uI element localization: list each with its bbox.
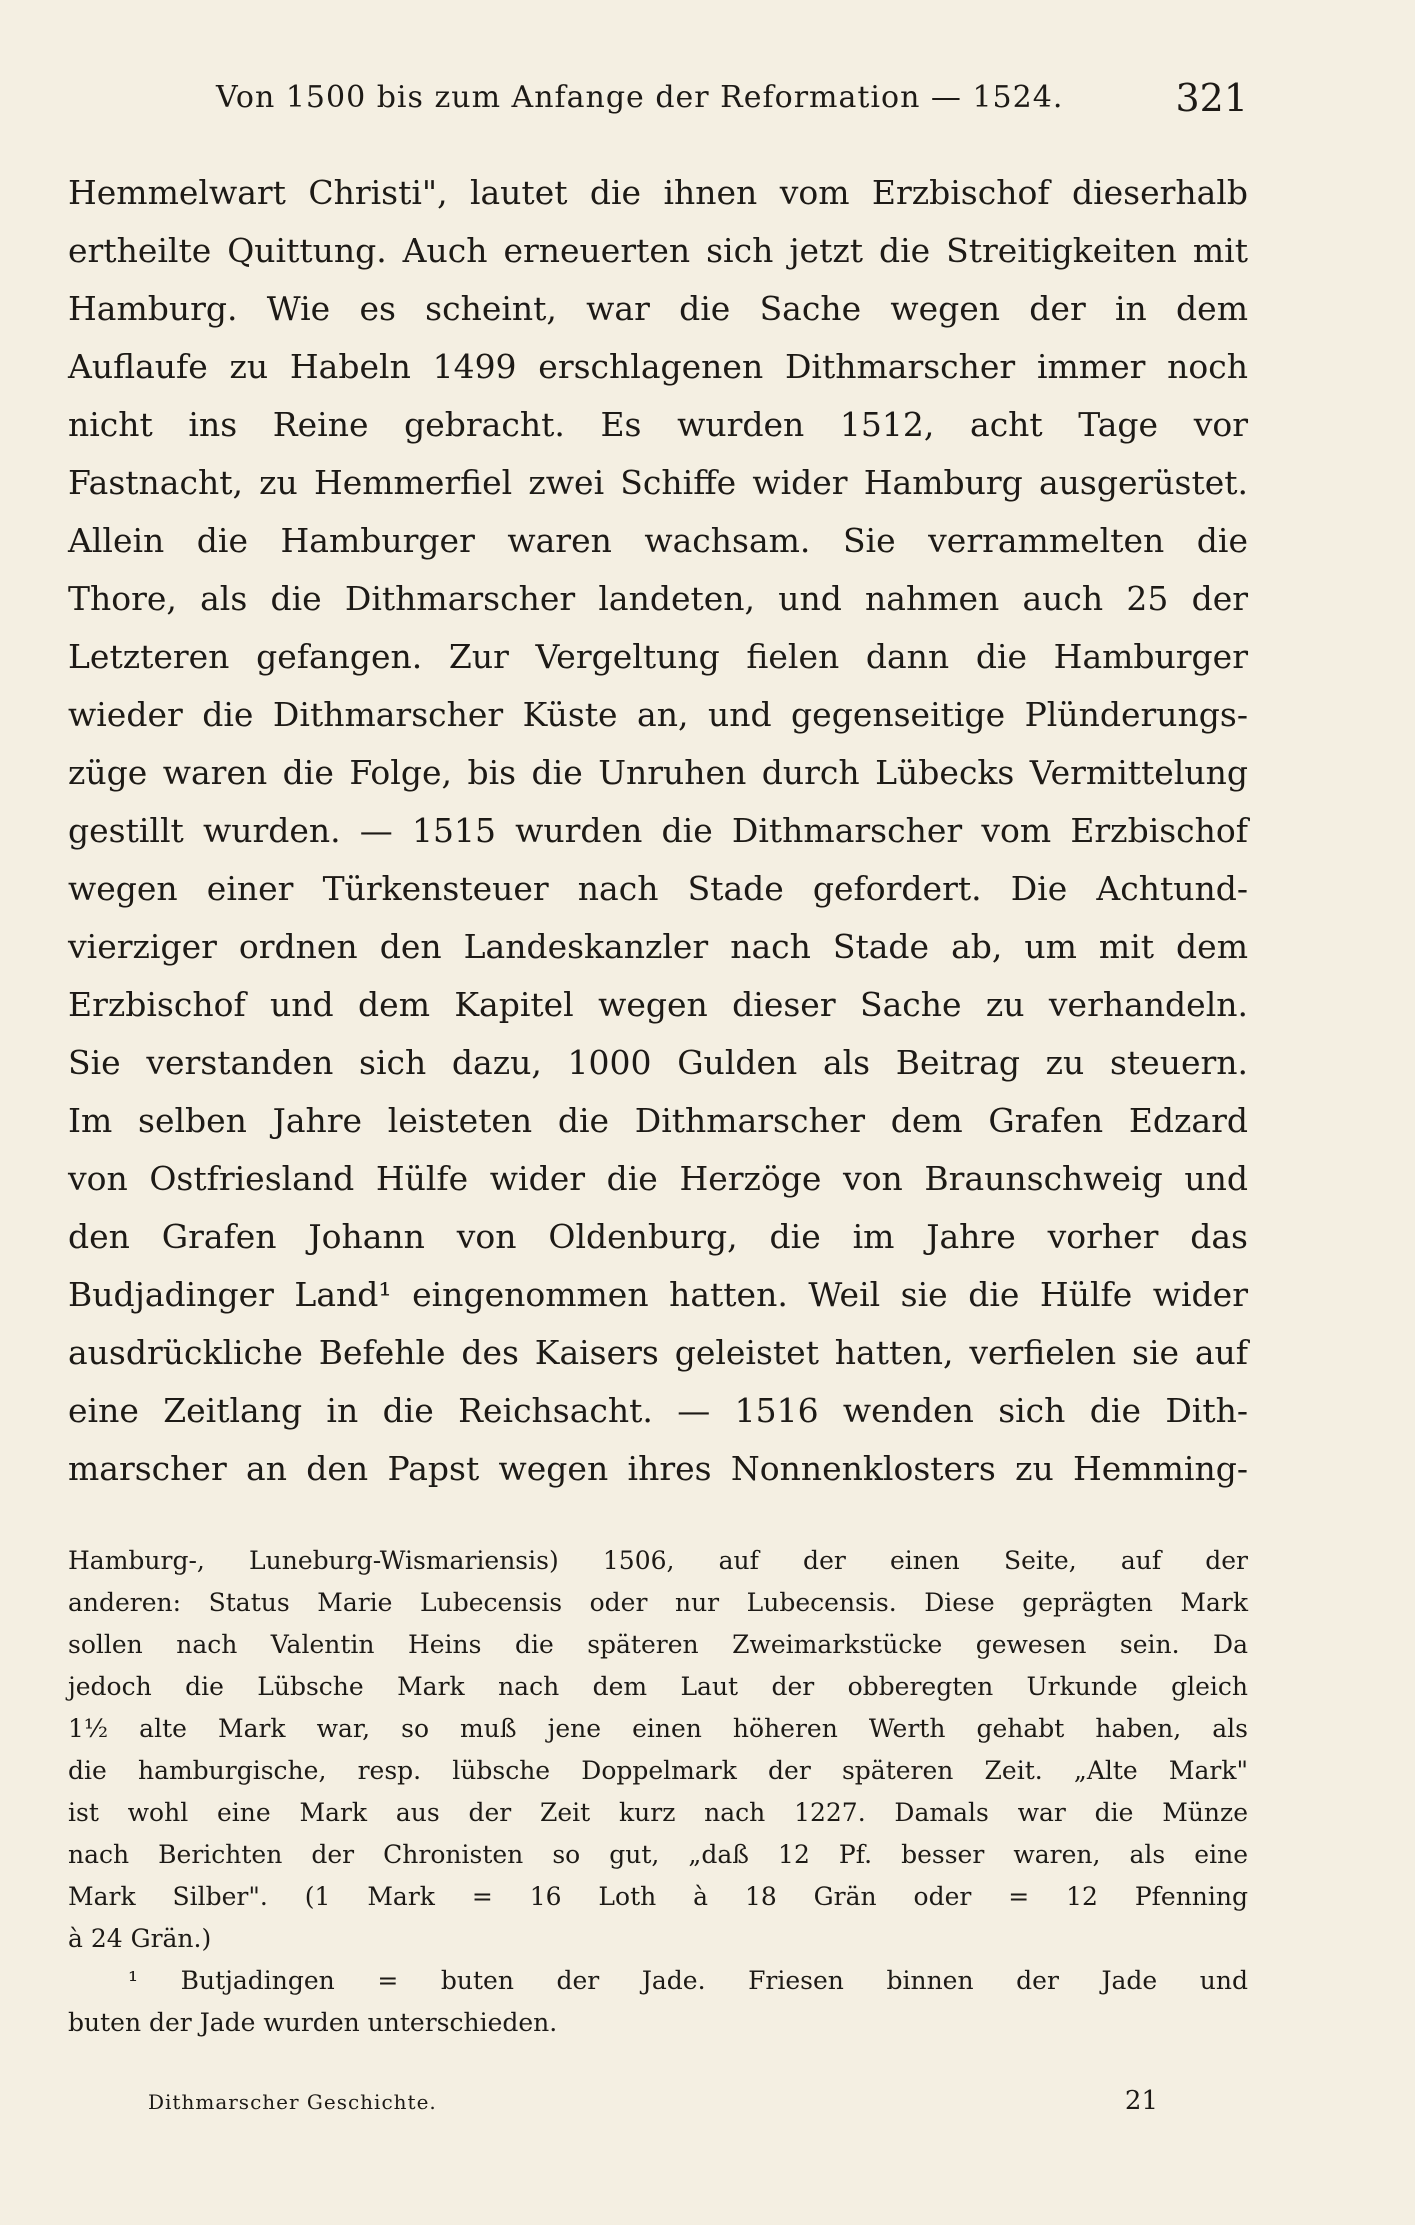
footnote-line: à 24 Grän.) [68,1924,212,1953]
signature-mark: 21 [1124,2086,1158,2116]
text-line: Erzbischof und dem Kapitel wegen dieser Sache zu verhandeln. [68,985,1248,1024]
footnote-1-line: ¹ Butjadingen = buten der Jade. Friesen binnen der Jade und [128,1966,1248,1995]
text-line: den Grafen Johann von Oldenburg, die im Jahre vorher das [68,1217,1248,1256]
text-line: Hemmelwart Christi", lautet die ihnen vom Erzbischof dieserhalb [68,173,1248,212]
text-line: Sie verstanden sich dazu, 1000 Gulden als Beitrag zu steuern. [68,1043,1248,1082]
text-line: gestillt wurden. — 1515 wurden die Dithmarscher vom Erzbischof [68,811,1248,850]
text-line: Budjadinger Land¹ eingenommen hatten. Weil sie die Hülfe wider [68,1275,1248,1314]
text-line: ausdrückliche Befehle des Kaisers geleistet hatten, verfielen sie auf [68,1333,1248,1372]
page-header [68,76,1248,130]
signature-text: Dithmarscher Geschichte. [148,2090,437,2114]
text-line: ertheilte Quittung. Auch erneuerten sich jetzt die Streitigkeiten mit [68,231,1248,270]
text-line: Allein die Hamburger waren wachsam. Sie verrammelten die [68,521,1248,560]
main-text [68,164,1248,1498]
text-line: marscher an den Papst wegen ihres Nonnenklosters zu Hemming- [68,1449,1248,1488]
text-line: Thore, als die Dithmarscher landeten, und nahmen auch 25 der [68,579,1248,618]
text-line: Letzteren gefangen. Zur Vergeltung fielen dann die Hamburger [68,637,1248,676]
footnote-line: jedoch die Lübsche Mark nach dem Laut der obberegten Urkunde gleich [68,1672,1248,1701]
text-line: wieder die Dithmarscher Küste an, und gegenseitige Plünderungs- [68,695,1248,734]
text-line: Hamburg. Wie es scheint, war die Sache wegen der in dem [68,289,1248,328]
footnote-line: anderen: Status Marie Lubecensis oder nur Lubecensis. Diese geprägten Mark [68,1588,1248,1617]
text-line: nicht ins Reine gebracht. Es wurden 1512, acht Tage vor [68,405,1248,444]
footnote-1-line: buten der Jade wurden unterschieden. [68,2008,558,2037]
footnote-line: ist wohl eine Mark aus der Zeit kurz nach 1227. Damals war die Münze [68,1798,1248,1827]
footnotes [68,1540,1248,2044]
footnote-line: Mark Silber". (1 Mark = 16 Loth à 18 Grän oder = 12 Pfenning [68,1882,1248,1911]
text-line: Im selben Jahre leisteten die Dithmarscher dem Grafen Edzard [68,1101,1248,1140]
signature-line [68,2086,1248,2130]
text-line: züge waren die Folge, bis die Unruhen durch Lübecks Vermittelung [68,753,1248,792]
text-line: wegen einer Türkensteuer nach Stade gefordert. Die Achtund- [68,869,1248,908]
text-line: vierziger ordnen den Landeskanzler nach Stade ab, um mit dem [68,927,1248,966]
footnote-line: nach Berichten der Chronisten so gut, „daß 12 Pf. besser waren, als eine [68,1840,1248,1869]
text-line: eine Zeitlang in die Reichsacht. — 1516 wenden sich die Dith- [68,1391,1248,1430]
footnote-line: sollen nach Valentin Heins die späteren Zweimarkstücke gewesen sein. Da [68,1630,1248,1659]
page-number: 321 [1175,76,1248,120]
running-title: Von 1500 bis zum Anfange der Reformation — 1524. [216,80,1064,115]
footnote-line: die hamburgische, resp. lübsche Doppelmark der späteren Zeit. „Alte Mark" [68,1756,1248,1785]
text-line: Fastnacht, zu Hemmerfiel zwei Schiffe wider Hamburg ausgerüstet. [68,463,1248,502]
text-line: von Ostfriesland Hülfe wider die Herzöge von Braunschweig und [68,1159,1248,1198]
footnote-line: 1½ alte Mark war, so muß jene einen höheren Werth gehabt haben, als [68,1714,1248,1743]
footnote-line: Hamburg-, Luneburg-Wismariensis) 1506, auf der einen Seite, auf der [68,1546,1248,1575]
text-line: Auflaufe zu Habeln 1499 erschlagenen Dithmarscher immer noch [68,347,1248,386]
